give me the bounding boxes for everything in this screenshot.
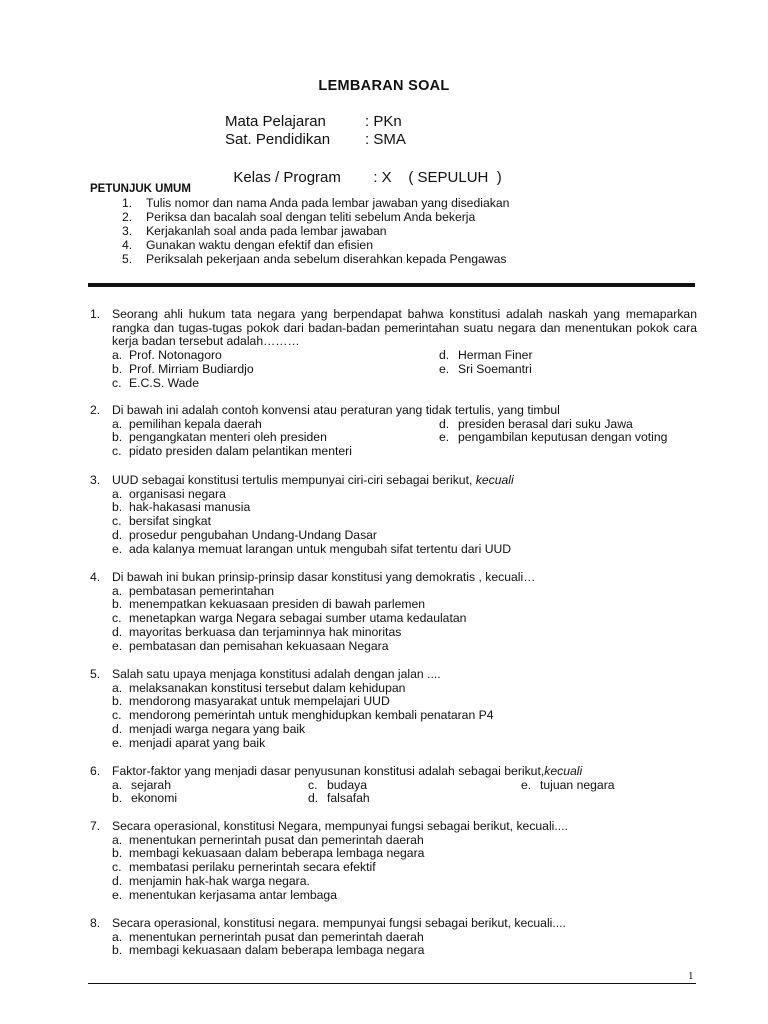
- meta-value: : SMA: [365, 131, 406, 148]
- question-stem: UUD sebagai konstitusi tertulis mempunyai ciri-ciri sebagai berikut, kecuali: [112, 473, 514, 487]
- question-2: [90, 404, 697, 459]
- option-d: d. presiden berasal dari suku Jawa: [439, 416, 633, 431]
- question-number: 1.: [90, 307, 101, 321]
- instructions-list: [122, 196, 509, 266]
- option-c: c. membatasi perilaku pernerintah secara efektif: [112, 860, 376, 875]
- instruction-item: 1. Tulis nomor dan nama Anda pada lembar jawaban yang disediakan: [122, 196, 510, 210]
- meta-class: [225, 148, 502, 188]
- meta-label: Mata Pelajaran: [225, 113, 326, 130]
- option-d: d. menjadi warga negara yang baik: [112, 721, 306, 736]
- question-stem: Secara operasional, konstitusi Negara, mempunyai fungsi sebagai berikut, kecuali....: [112, 819, 568, 833]
- option-c: c. menetapkan warga Negara sebagai sumber utama kedaulatan: [112, 611, 467, 626]
- option-a: a. pemilihan kepala daerah: [112, 416, 262, 431]
- option-a: a. menentukan pernerintah pusat dan pemerintah daerah: [112, 929, 424, 944]
- question-number: 3.: [90, 473, 101, 487]
- option-b: b. pengangkatan menteri oleh presiden: [112, 430, 327, 445]
- option-b: b. Prof. Mirriam Budiardjo: [112, 361, 254, 376]
- meta-value: : X ( SEPULUH ): [373, 169, 502, 186]
- option-a: a. Prof. Notonagoro: [112, 348, 222, 363]
- instruction-item: 5. Periksalah pekerjaan anda sebelum diserahkan kepada Pengawas: [122, 252, 507, 266]
- emphasis: kecuali: [475, 473, 514, 487]
- meta-label: Sat. Pendidikan: [225, 131, 331, 148]
- question-8: [90, 917, 697, 958]
- question-1: [90, 308, 697, 390]
- question-stem: Secara operasional, konstitusi negara. mempunyai fungsi sebagai berikut, kecuali....: [112, 916, 566, 930]
- instruction-item: 3. Kerjakanlah soal anda pada lembar jawaban: [122, 224, 387, 238]
- option-e: e. menjadi aparat yang baik: [112, 735, 266, 750]
- meta-value: : PKn: [365, 113, 402, 130]
- question-stem: Di bawah ini bukan prinsip-prinsip dasar konstitusi yang demokratis , kecuali…: [112, 570, 536, 584]
- question-5: [90, 668, 697, 750]
- option-e: e. menentukan kerjasama antar lembaga: [112, 887, 337, 902]
- question-number: 6.: [90, 764, 101, 778]
- option-c: c. mendorong pemerintah untuk menghidupkan kembali penataran P4: [112, 708, 494, 723]
- option-d: d. falsafah: [308, 791, 370, 806]
- page-title: LEMBARAN SOAL: [318, 78, 450, 94]
- option-b: b. hak-hakasasi manusia: [112, 500, 251, 515]
- answer-options: [112, 682, 697, 751]
- answer-options: [112, 779, 697, 806]
- answer-options: [112, 931, 697, 958]
- meta-school-level: [225, 130, 406, 150]
- question-stem: Faktor-faktor yang menjadi dasar penyusunan konstitusi adalah sebagai berikut,kecuali: [112, 764, 583, 778]
- option-e: e. pembatasan dan pemisahan kekuasaan Negara: [112, 638, 389, 653]
- option-b: b. membagi kekuasaan dalam beberapa lembaga negara: [112, 846, 425, 861]
- question-number: 4.: [90, 570, 101, 584]
- instruction-item: 4. Gunakan waktu dengan efektif dan efisien: [122, 238, 373, 252]
- option-d: d. Herman Finer: [439, 348, 533, 363]
- emphasis: kecuali: [544, 764, 583, 778]
- option-a: a. organisasi negara: [112, 486, 226, 501]
- answer-options: [112, 834, 697, 903]
- option-d: d. mayoritas berkuasa dan terjaminnya hak minoritas: [112, 624, 402, 639]
- instruction-item: 2. Periksa dan bacalah soal dengan teliti sebelum Anda bekerja: [122, 210, 476, 224]
- meta-label: Kelas / Program: [233, 169, 341, 186]
- question-6: [90, 765, 697, 806]
- answer-options: [112, 349, 697, 390]
- question-number: 7.: [90, 819, 101, 833]
- question-stem: Di bawah ini adalah contoh konvensi atau peraturan yang tidak tertulis, yang timbul: [112, 403, 560, 417]
- question-number: 2.: [90, 403, 101, 417]
- page-number: 1: [688, 970, 694, 982]
- instructions-heading: PETUNJUK UMUM: [90, 183, 191, 195]
- option-e: e. tujuan negara: [521, 777, 615, 792]
- question-3: [90, 474, 697, 556]
- question-number: 8.: [90, 916, 101, 930]
- question-stem: Seorang ahli hukum tata negara yang berpendapat bahwa konstitusi adalah naskah yang memaparkan rangka dan tugas-tugas pokok dari badan-badan pemerintahan suatu negara dan menentukan pokok cara kerja badan tersebut adalah………: [112, 307, 697, 349]
- option-b: b. ekonomi: [112, 791, 178, 806]
- option-d: d. prosedur pengubahan Undang-Undang Dasar: [112, 527, 377, 542]
- option-d: d. menjamin hak-hak warga negara.: [112, 873, 310, 888]
- option-b: b. menempatkan kekuasaan presiden di bawah parlemen: [112, 597, 426, 612]
- option-c: c. bersifat singkat: [112, 514, 211, 529]
- option-b: b. membagi kekuasaan dalam beberapa lembaga negara: [112, 943, 425, 958]
- footer-divider: [88, 983, 696, 984]
- answer-options: [112, 488, 697, 557]
- option-e: e. ada kalanya memuat larangan untuk mengubah sifat tertentu dari UUD: [112, 541, 512, 556]
- answer-options: [112, 418, 697, 459]
- question-7: [90, 820, 697, 902]
- option-c: c. E.C.S. Wade: [112, 375, 199, 390]
- option-c: c. pidato presiden dalam pelantikan menteri: [112, 444, 352, 459]
- question-number: 5.: [90, 667, 101, 681]
- question-4: [90, 571, 697, 653]
- option-a: a. menentukan pernerintah pusat dan pemerintah daerah: [112, 832, 424, 847]
- question-stem: Salah satu upaya menjaga konstitusi adalah dengan jalan ....: [112, 667, 441, 681]
- option-a: a. melaksanakan konstitusi tersebut dalam kehidupan: [112, 680, 406, 695]
- option-a: a. sejarah: [112, 777, 171, 792]
- option-e: e. pengambilan keputusan dengan voting: [439, 430, 668, 445]
- option-c: c. budaya: [308, 777, 367, 792]
- meta-subject: [225, 112, 402, 132]
- answer-options: [112, 585, 697, 654]
- option-e: e. Sri Soemantri: [439, 361, 532, 376]
- section-divider: [88, 283, 695, 287]
- option-a: a. pembatasan pemerintahan: [112, 583, 274, 598]
- option-b: b. mendorong masyarakat untuk mempelajari UUD: [112, 694, 390, 709]
